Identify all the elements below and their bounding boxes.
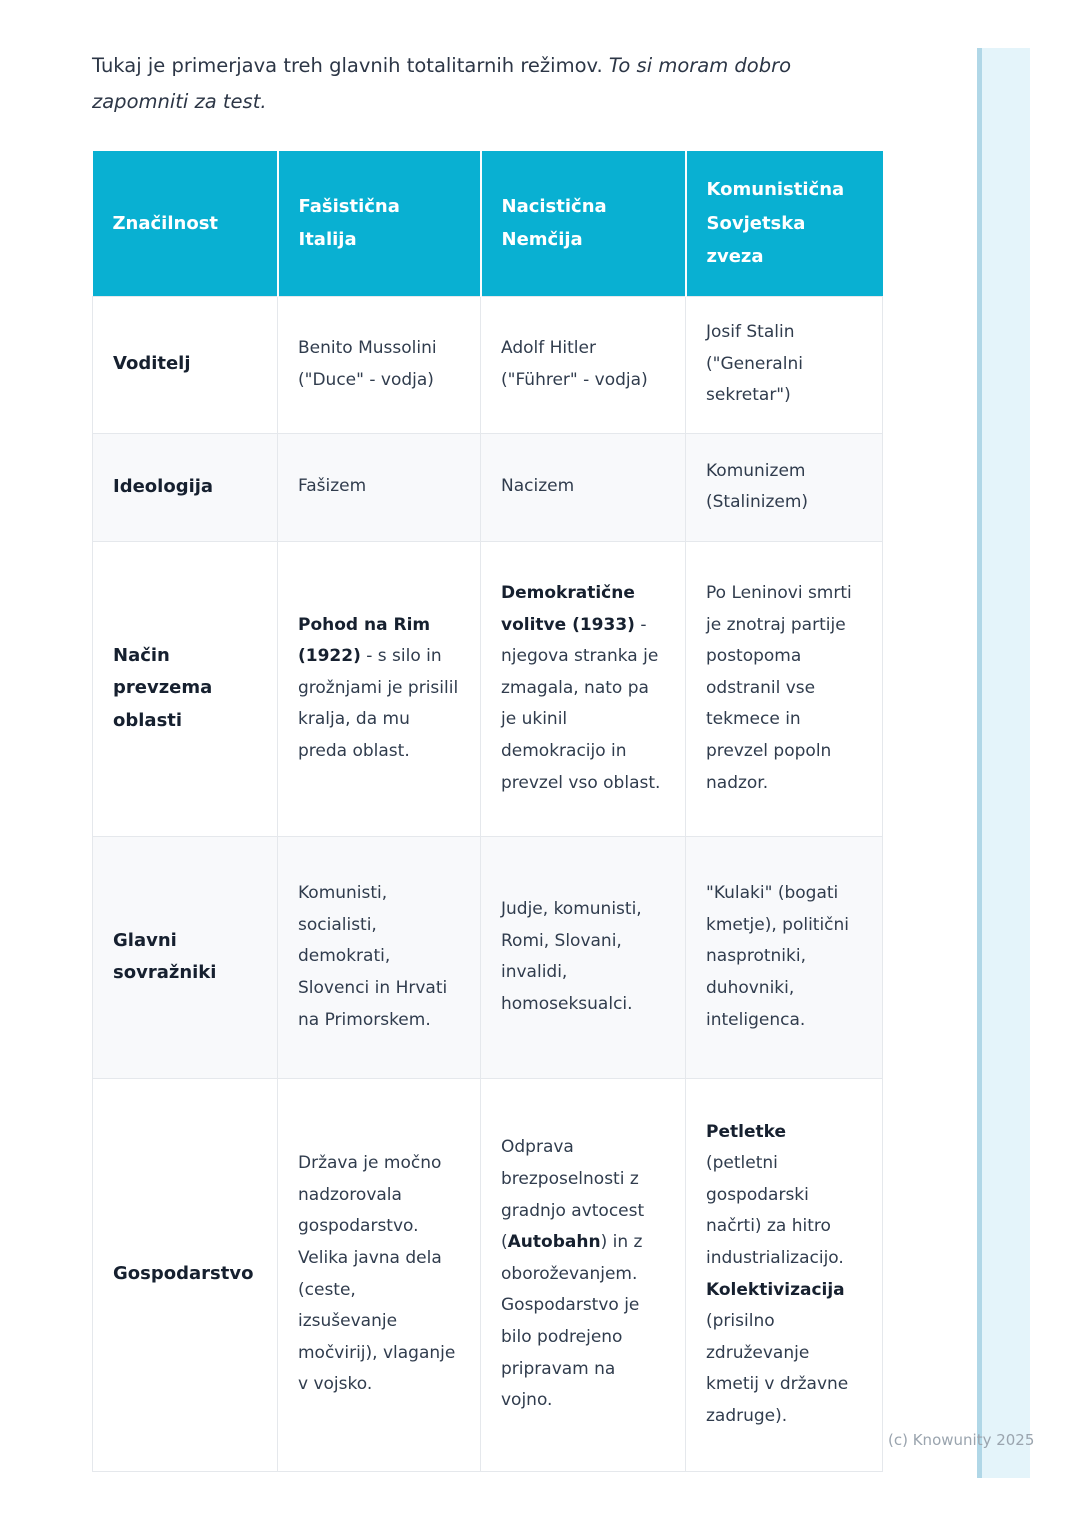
- row-label-cell: Ideologija: [93, 433, 278, 541]
- table-cell: [686, 541, 883, 836]
- table-row: [93, 836, 883, 1078]
- watermark: (c) Knowunity 2025: [888, 1431, 1035, 1449]
- cell-text: "Kulaki" (bogati kmetje), politični nasprotniki, duhovniki, inteligenca.: [706, 883, 850, 1030]
- cell-text-bold: Kolektivizacija: [706, 1279, 845, 1300]
- table-cell: [481, 433, 686, 541]
- row-label-cell: Način prevzema oblasti: [93, 541, 278, 836]
- cell-text: Judje, komunisti, Romi, Slovani, invalidi, homoseksualci.: [501, 898, 642, 1014]
- intro-text-normal: Tukaj je primerjava treh glavnih totalitarnih režimov.: [92, 54, 609, 77]
- table-cell: [686, 836, 883, 1078]
- cell-text: Komunisti, socialisti, demokrati, Slovenci in Hrvati na Primorskem.: [298, 883, 448, 1030]
- cell-text: Fašizem: [298, 476, 367, 497]
- cell-text: Odprava brezposelnosti z gradnjo avtocest (: [501, 1137, 645, 1253]
- cell-text-bold: Demokratične volitve (1933): [501, 582, 635, 635]
- comparison-table: [92, 151, 883, 1472]
- table-cell: [686, 296, 883, 433]
- cell-text-bold: Pohod na Rim (1922): [298, 614, 431, 667]
- cell-text: (prisilno združevanje kmetij v državne zadruge).: [706, 1311, 849, 1427]
- header-cell-komunisticna-sovjetska-zveza: Komunistična Sovjetska zveza: [686, 151, 883, 296]
- table-cell: [481, 1078, 686, 1471]
- row-label-cell: Glavni sovražniki: [93, 836, 278, 1078]
- table-cell: [278, 836, 481, 1078]
- cell-text: Država je močno nadzorovala gospodarstvo. Velika javna dela (ceste, izsuševanje močvirij), vlaganje v vojsko.: [298, 1153, 456, 1395]
- cell-text: Benito Mussolini ("Duce" - vodja): [298, 338, 437, 390]
- cell-text: Komunizem (Stalinizem): [706, 460, 809, 513]
- header-cell-znacilnost: Značilnost: [93, 151, 278, 296]
- cell-text: Josif Stalin ("Generalni sekretar"): [706, 322, 803, 406]
- header-cell-nacisticna-nemcija: Nacistična Nemčija: [481, 151, 686, 296]
- header-cell-fasisticna-italija: Fašistična Italija: [278, 151, 481, 296]
- cell-text: Po Leninovi smrti je znotraj partije postopoma odstranil vse tekmece in prevzel popoln nadzor.: [706, 582, 852, 793]
- table-cell: [278, 1078, 481, 1471]
- row-label-cell: Gospodarstvo: [93, 1078, 278, 1471]
- table-body: [93, 296, 883, 1471]
- cell-text: ) in z oboroževanjem. Gospodarstvo je bilo podrejeno pripravam na vojno.: [501, 1232, 643, 1411]
- table-cell: [278, 541, 481, 836]
- table-cell: [481, 836, 686, 1078]
- cell-text: (petletni gospodarski načrti) za hitro industrializacijo.: [706, 1153, 844, 1269]
- table-cell: [686, 433, 883, 541]
- table-header: [93, 151, 883, 296]
- table-cell: [686, 1078, 883, 1471]
- table-row: [93, 433, 883, 541]
- table-cell: [481, 296, 686, 433]
- page-content: [92, 48, 882, 1472]
- table-row: [93, 1078, 883, 1471]
- table-row: [93, 541, 883, 836]
- table-cell: [278, 296, 481, 433]
- table-cell: [481, 541, 686, 836]
- row-label-cell: Voditelj: [93, 296, 278, 433]
- accent-bar: [977, 48, 1030, 1478]
- intro-paragraph: [92, 48, 882, 120]
- table-header-row: [93, 151, 883, 296]
- cell-text-bold: Autobahn: [507, 1232, 601, 1253]
- table-cell: [278, 433, 481, 541]
- intro-text-italic: To si moram dobro zapomniti za test.: [92, 54, 792, 114]
- table-row: [93, 296, 883, 433]
- cell-text-bold: Petletke: [706, 1121, 786, 1142]
- cell-text: - s silo in grožnjami je prisilil kralja, da mu preda oblast.: [298, 646, 459, 762]
- cell-text: - njegova stranka je zmagala, nato pa je ukinil demokracijo in prevzel vso oblast.: [501, 614, 661, 793]
- cell-text: Adolf Hitler ("Führer" - vodja): [501, 338, 648, 390]
- cell-text: Nacizem: [501, 476, 575, 497]
